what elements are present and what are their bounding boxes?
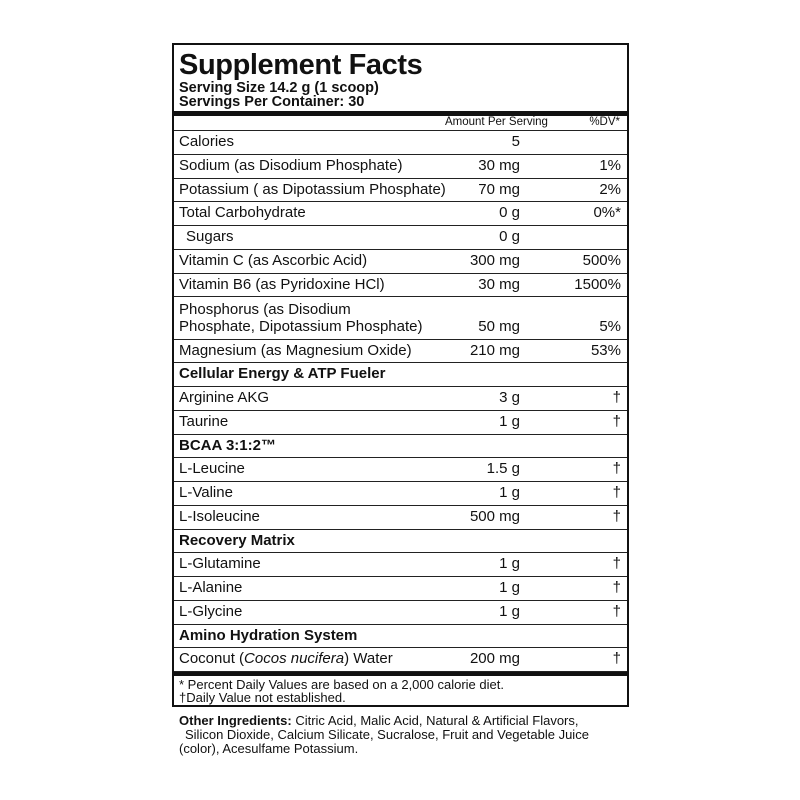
nutrient-name-line: Phosphorus (as Disodium (179, 301, 351, 319)
amount-per-serving-header: Amount Per Serving (445, 116, 548, 128)
ingredient-row (174, 387, 627, 411)
ingredient-daily-value: † (612, 650, 621, 668)
nutrient-name: Sugars (186, 228, 234, 245)
ingredient-name: L-Isoleucine (179, 507, 260, 525)
ingredient-name (179, 648, 393, 671)
nutrient-amount: 0 g (499, 204, 520, 222)
ingredient-daily-value: † (612, 389, 621, 407)
nutrient-row (174, 226, 627, 250)
nutrient-name (179, 301, 422, 335)
nutrient-row (174, 202, 627, 226)
column-header-row (174, 116, 627, 131)
ingredient-name-prefix: Coconut ( (179, 650, 245, 668)
nutrient-amount: 30 mg (478, 275, 520, 293)
blend-heading: Cellular Energy & ATP Fueler (179, 365, 386, 383)
ingredient-daily-value: † (612, 507, 621, 525)
other-ingredients-line (179, 714, 589, 728)
ingredient-amount: 1 g (499, 602, 520, 620)
nutrient-daily-value: 53% (590, 341, 621, 359)
nutrient-name: Potassium ( as Dipotassium Phosphate) (179, 180, 446, 198)
botanical-name: Cocos nucifera (244, 650, 345, 668)
ingredient-daily-value: † (612, 412, 621, 430)
ingredient-row (174, 506, 627, 530)
nutrient-daily-value: 5% (599, 318, 621, 336)
nutrient-daily-value: 500% (582, 251, 621, 269)
blend-heading: Amino Hydration System (179, 626, 358, 644)
nutrient-row (174, 179, 627, 203)
ingredient-row (174, 553, 627, 577)
nutrient-daily-value: 0%* (593, 204, 621, 222)
nutrient-amount: 30 mg (478, 156, 520, 174)
ingredient-amount: 200 mg (469, 650, 520, 668)
nutrient-amount: 5 (511, 133, 520, 150)
ingredient-amount: 500 mg (469, 507, 520, 525)
ingredient-amount: 1.5 g (486, 460, 520, 478)
nutrient-row (174, 340, 627, 364)
ingredient-row (174, 458, 627, 482)
ingredient-row (174, 411, 627, 435)
footnotes (174, 676, 627, 704)
nutrient-daily-value: 1500% (574, 275, 621, 293)
other-ingredients-label: Other Ingredients: (179, 713, 292, 728)
nutrient-amount: 0 g (499, 228, 520, 245)
panel-title: Supplement Facts (179, 49, 423, 81)
ingredient-row (174, 577, 627, 601)
ingredient-row (174, 601, 627, 625)
nutrient-row (174, 131, 627, 155)
other-ingredients (179, 714, 589, 756)
ingredient-amount: 1 g (499, 579, 520, 597)
nutrient-row (174, 250, 627, 274)
ingredient-name-suffix: ) Water (344, 650, 393, 668)
other-ingredients-text: Citric Acid, Malic Acid, Natural & Artificial Flavors, (295, 713, 579, 728)
ingredient-row (174, 648, 627, 672)
nutrient-row (174, 155, 627, 179)
other-ingredients-line: (color), Acesulfame Potassium. (179, 741, 359, 756)
daily-value-header: %DV* (589, 116, 620, 128)
serving-size: Serving Size 14.2 g (1 scoop) (179, 80, 379, 96)
nutrient-name: Sodium (as Disodium Phosphate) (179, 156, 403, 174)
blend-heading: Recovery Matrix (179, 531, 295, 549)
ingredient-daily-value: † (612, 602, 621, 620)
ingredient-name: Taurine (179, 412, 229, 430)
ingredient-amount: 1 g (499, 412, 520, 430)
ingredient-name: L-Glycine (179, 602, 243, 620)
other-ingredients-line: Silicon Dioxide, Calcium Silicate, Sucralose, Fruit and Vegetable Juice (185, 727, 589, 742)
nutrient-name: Vitamin B6 (as Pyridoxine HCl) (179, 275, 385, 293)
blend-heading-row (174, 435, 627, 459)
ingredient-name: L-Alanine (179, 579, 243, 597)
blend-heading-row (174, 530, 627, 554)
ingredient-name: L-Valine (179, 484, 233, 502)
ingredient-daily-value: † (612, 484, 621, 502)
nutrient-amount: 70 mg (478, 180, 520, 198)
nutrient-name: Calories (179, 133, 235, 150)
ingredient-name: L-Glutamine (179, 555, 261, 573)
nutrient-name: Total Carbohydrate (179, 204, 306, 222)
ingredient-daily-value: † (612, 460, 621, 478)
nutrient-daily-value: 2% (599, 180, 621, 198)
nutrient-row (174, 297, 627, 339)
nutrient-row (174, 274, 627, 298)
nutrient-name-line: Phosphate, Dipotassium Phosphate) (179, 318, 423, 336)
ingredient-amount: 1 g (499, 484, 520, 502)
nutrient-amount: 50 mg (478, 318, 520, 336)
blend-heading-row (174, 625, 627, 649)
ingredient-name: L-Leucine (179, 460, 245, 478)
ingredient-amount: 1 g (499, 555, 520, 573)
footnote-percent-daily-value: * Percent Daily Values are based on a 2,000 calorie diet. (179, 676, 504, 692)
blend-heading-row (174, 363, 627, 387)
supplement-facts-panel (172, 43, 629, 707)
ingredient-daily-value: † (612, 579, 621, 597)
ingredient-daily-value: † (612, 555, 621, 573)
ingredient-amount: 3 g (499, 389, 520, 407)
ingredient-name: Arginine AKG (179, 389, 270, 407)
servings-per-container: Servings Per Container: 30 (179, 94, 365, 110)
ingredient-row (174, 482, 627, 506)
footnote-daily-value-not-established: †Daily Value not established. (179, 689, 346, 705)
nutrient-daily-value: 1% (599, 156, 621, 174)
blend-heading: BCAA 3:1:2™ (179, 436, 276, 454)
nutrient-amount: 300 mg (469, 251, 520, 269)
nutrient-amount: 210 mg (469, 341, 520, 359)
nutrient-name: Magnesium (as Magnesium Oxide) (179, 341, 412, 359)
nutrient-name: Vitamin C (as Ascorbic Acid) (179, 251, 368, 269)
